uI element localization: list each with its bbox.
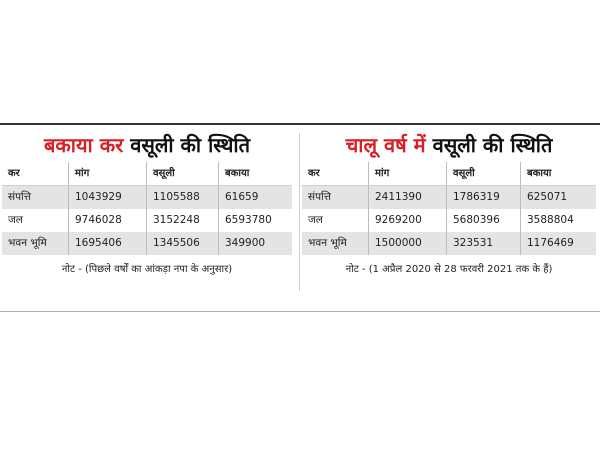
recovery-cell: 1786319 [446, 186, 520, 209]
table-row [302, 186, 596, 209]
current-year-panel [302, 126, 596, 275]
recovery-cell: 3152248 [146, 209, 218, 232]
tax-type-cell: भवन भूमि [8, 237, 47, 249]
table-row [2, 232, 292, 255]
panel-divider [299, 133, 300, 291]
tax-type-cell: संपत्ति [8, 191, 32, 203]
arrears-cell: 3588804 [520, 209, 596, 232]
tax-type-cell: जल [8, 214, 23, 226]
table-row [2, 186, 292, 209]
tax-type-cell: भवन भूमि [308, 237, 347, 249]
current-year-title-rest: वसूली की स्थिति [432, 132, 553, 157]
table-header-row [2, 162, 292, 186]
demand-cell: 1695406 [68, 232, 146, 255]
recovery-cell: 1105588 [146, 186, 218, 209]
column-header-demand: मांग [68, 162, 146, 185]
top-rule [0, 123, 600, 125]
arrears-title-highlight: बकाया कर [44, 132, 124, 157]
arrears-cell: 625071 [520, 186, 596, 209]
column-header-demand: मांग [368, 162, 446, 185]
column-header-arrears: बकाया [520, 162, 596, 185]
arrears-table [2, 162, 292, 255]
recovery-cell: 323531 [446, 232, 520, 255]
recovery-cell: 1345506 [146, 232, 218, 255]
arrears-cell: 349900 [218, 232, 292, 255]
demand-cell: 1043929 [68, 186, 146, 209]
arrears-note: नोट - (पिछले वर्षों का आंकड़ा नपा के अनुसार) [61, 264, 233, 275]
column-header-tax: कर [8, 168, 20, 179]
arrears-panel [2, 126, 292, 275]
current-year-table [302, 162, 596, 255]
arrears-title-rest: वसूली की स्थिति [130, 132, 250, 157]
arrears-cell: 61659 [218, 186, 292, 209]
arrears-cell: 6593780 [218, 209, 292, 232]
table-row [302, 232, 596, 255]
demand-cell: 2411390 [368, 186, 446, 209]
bottom-rule [0, 311, 600, 312]
recovery-cell: 5680396 [446, 209, 520, 232]
column-header-recovery: वसूली [146, 162, 218, 185]
current-year-title [302, 126, 596, 162]
table-header-row [302, 162, 596, 186]
demand-cell: 9746028 [68, 209, 146, 232]
arrears-cell: 1176469 [520, 232, 596, 255]
column-header-tax: कर [308, 168, 320, 179]
tax-type-cell: संपत्ति [308, 191, 332, 203]
arrears-title [2, 126, 292, 162]
table-row [302, 209, 596, 232]
current-year-note: नोट - (1 अप्रैल 2020 से 28 फरवरी 2021 तक के हैं) [345, 264, 553, 275]
demand-cell: 9269200 [368, 209, 446, 232]
column-header-arrears: बकाया [218, 162, 292, 185]
current-year-title-highlight: चालू वर्ष में [345, 132, 426, 157]
column-header-recovery: वसूली [446, 162, 520, 185]
demand-cell: 1500000 [368, 232, 446, 255]
table-row [2, 209, 292, 232]
tax-type-cell: जल [308, 214, 323, 226]
